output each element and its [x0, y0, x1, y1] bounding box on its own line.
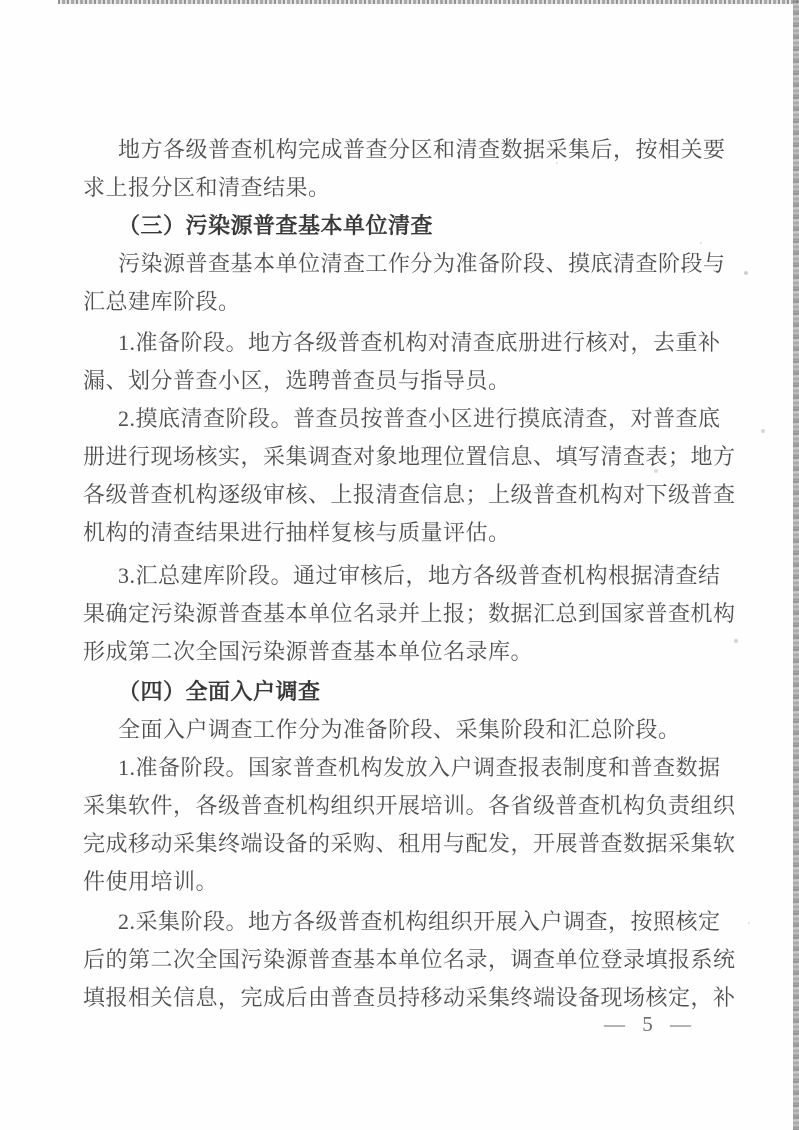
text-line: 全面入户调查工作分为准备阶段、采集阶段和汇总阶段。 — [118, 717, 681, 742]
text-line: 果确定污染源普查基本单位名录并上报；数据汇总到国家普查机构 — [83, 601, 736, 626]
paragraph-household-collect-2 — [83, 903, 736, 1017]
scan-noise-top-edge — [58, 0, 799, 4]
text-line: 污染源普查基本单位清查工作分为准备阶段、摸底清查阶段与 — [118, 251, 726, 276]
text-line: 汇总建库阶段。 — [83, 289, 241, 314]
text-line: 2.摸底清查阶段。普查员按普查小区进行摸底清查，对普查底 — [118, 406, 721, 431]
text-line: 3.汇总建库阶段。通过审核后，地方各级普查机构根据清查结 — [118, 563, 721, 588]
text-line: 1.准备阶段。地方各级普查机构对清查底册进行核对，去重补 — [118, 330, 721, 355]
scan-dust-speckles — [0, 0, 2, 2]
text-line: 1.准备阶段。国家普查机构发放入户调查报表制度和普查数据 — [118, 755, 721, 780]
heading-text: （四）全面入户调查 — [118, 679, 321, 704]
text-line: 件使用培训。 — [83, 869, 219, 894]
text-line: 求上报分区和清查结果。 — [83, 175, 331, 200]
paragraph-survey-stage-2 — [83, 400, 736, 552]
paragraph-household-overview — [83, 711, 723, 749]
text-line: 采集软件，各级普查机构组织开展培训。各省级普查机构负责组织 — [83, 793, 736, 818]
heading-text: （三）污染源普查基本单位清查 — [118, 213, 434, 238]
paragraph-upload-results — [83, 131, 726, 207]
paragraph-unit-check-overview — [83, 245, 726, 321]
text-line: 填报相关信息，完成后由普查员持移动采集终端设备现场核定，补 — [83, 985, 736, 1010]
text-line: 完成移动采集终端设备的采购、租用与配发，开展普查数据采集软 — [83, 831, 736, 856]
page-number: — 5 — — [604, 1012, 697, 1036]
text-line: 后的第二次全国污染源普查基本单位名录，调查单位登录填报系统 — [83, 947, 736, 972]
text-line: 形成第二次全国污染源普查基本单位名录库。 — [83, 639, 534, 664]
text-line: 各级普查机构逐级审核、上报清查信息；上级普查机构对下级普查 — [83, 482, 736, 507]
section-heading-4 — [83, 673, 723, 711]
paragraph-summary-stage-3 — [83, 557, 736, 671]
text-line: 2.采集阶段。地方各级普查机构组织开展入户调查，按照核定 — [118, 909, 721, 934]
scan-noise-right-edge — [793, 0, 799, 1130]
paragraph-prep-stage-1 — [83, 324, 723, 400]
section-heading-3 — [83, 207, 723, 245]
paragraph-household-prep-1 — [83, 749, 736, 901]
text-line: 漏、划分普查小区，选聘普查员与指导员。 — [83, 368, 511, 393]
document-body — [83, 131, 736, 1017]
text-line: 机构的清查结果进行抽样复核与质量评估。 — [83, 520, 511, 545]
text-line: 册进行现场核实，采集调查对象地理位置信息、填写清查表；地方 — [83, 444, 736, 469]
text-line: 地方各级普查机构完成普查分区和清查数据采集后，按相关要 — [118, 137, 726, 162]
